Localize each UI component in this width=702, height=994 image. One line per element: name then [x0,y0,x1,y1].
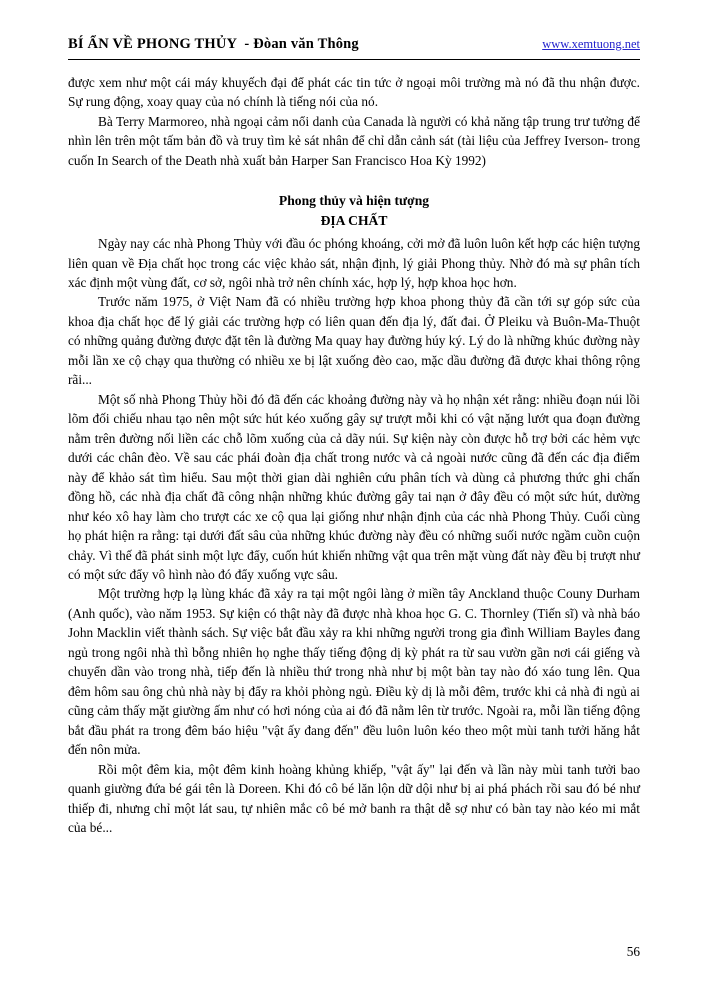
page-content [68,73,640,838]
section-spacer [68,170,640,191]
paragraph-truoc-nam-1975: Trước năm 1975, ở Việt Nam đã có nhiều trường hợp khoa phong thủy đã cần tới sự góp sức của khoa địa chất học để lý giải các trường hợp có liên quan đến địa lý, đất đai. Ở Pleiku và Buôn-Ma-Thuột có những quảng đường được đặt tên là đường Ma quay hay đường húy ký. Lý do là những khúc đường này mỗi lần xe cộ chạy qua thường có nhiều xe bị lật xuống đèo cao, mặc dầu đường đã được khai thông rộng rãi... [68,294,640,388]
book-title: BÍ ẨN VỀ PHONG THỦY - Đòan văn Thông [68,36,359,52]
page-header [68,36,640,60]
paragraph-continuation: được xem như một cái máy khuyếch đại để phát các tin tức ở ngoại môi trường mà nó đã thu nhận được. Sự rung động, xoay quay của nó chính là tiếng nói của nó. [68,75,640,110]
paragraph-mot-so-nha-phong-thuy: Một số nhà Phong Thủy hồi đó đã đến các khoảng đường này và họ nhận xét rằng: nhiều đoạn núi lồi lõm đối chiếu nhau tạo nên một sức hút kéo xuống gây sự trượt mỗi khi có vật nặng lướt qua đoạn đường nằm trên đường nối liền các chỗ lõm xuống của cả dãy núi. Sự kiện này còn được hỗ trợ bởi các hẻm vực dưới các chân đèo. Về sau các phái đoàn địa chất trong nước và cả ngoài nước cũng đã đến các địa điểm này để khảo sát tìm hiểu. Sau một thời gian dài nghiên cứu phân tích và dùng cả phương thức ghi chấn đồng hồ, các nhà địa chất đã công nhận những khúc đường gây tai nạn ở đây đều có một sức hút, dường như kéo xô hay làm cho trượt các xe cộ qua lại giống như nhận định của các nhà Phong Thủy. Cuối cùng họ phát hiện ra rằng: tại dưới đất sâu của những khúc đường này đều có những suối nước ngầm cuồn cuộn chảy. Vì thế đã phát sinh một lực đẩy, cuốn hút khiến những vật qua trên mặt vùng đất này đều bị trượt như có một sức đẩy vô hình nào đó đẩy xuống vực sâu. [68,391,640,582]
paragraph-ngay-nay: Ngày nay các nhà Phong Thủy với đầu óc phóng khoáng, cởi mở đã luôn luôn kết hợp các hiện tượng liên quan về Địa chất học trong các việc khảo sát, nhận định, lý giải Phong thủy. Nhờ đó mà sự phân tích xác định một vùng đất, cơ sở, ngôi nhà trở nên chính xác, hợp lý, hợp khoa học hơn. [68,236,640,290]
section-title-line1: Phong thủy và hiện tượng [278,193,430,209]
paragraph-roi-mot-dem-kia: Rồi một đêm kia, một đêm kinh hoàng khủng khiếp, "vật ấy" lại đến và lần này mùi tanh tưởi bao quanh giường đứa bé gái tên là Doreen. Khi đó cô bé lăn lộn dữ dội như bị ai phá phách rồi sau đó bé như thiếp đi, nhưng chỉ một lát sau, tự nhiên mắc cô bé mở banh ra thật dễ sợ như có bàn tay nào kéo mi mắt của bé... [68,761,640,836]
website-link[interactable]: www.xemtuong.net [542,37,640,51]
page-number: 56 [626,944,640,959]
paragraph-terry-marmoreo: Bà Terry Marmoreo, nhà ngoại cảm nổi danh của Canada là người có khả năng tập trung trư tưởng để nhìn lên trên một tấm bản đồ và truy tìm kẻ sát nhân để chỉ dẫn cảnh sát (tài liệu của Jeffrey Iverson- trong cuốn In Search of the Death nhà xuất bản Harper San Francisco Hoa Kỳ 1992) [68,113,640,168]
section-title-line2: ĐỊA CHẤT [320,213,388,229]
paragraph-truong-hop-la-lung: Một trường hợp lạ lùng khác đã xảy ra tại một ngôi làng ở miền tây Anckland thuộc Couny Durham (Anh quốc), vào năm 1953. Sự kiện có thật này đã được nhà khoa học G. C. Thornley (Tiến sĩ) và nhà báo John Macklin viết thành sách. Sự việc bắt đầu xảy ra khi những người trong gia đình William Bayles đang ngủ trong ngôi nhà thì bỗng nhiên họ nghe thấy tiếng động dị kỳ phát ra từ sau vườn gần nơi cái giếng và chuyển dần vào trong nhà, tiếp đến là nhiều thứ trong nhà như bị một bàn tay nào đó xáo tung lên. Qua đêm hôm sau ông chủ nhà này bị đẩy ra khỏi phòng ngủ. Điều kỳ dị là mỗi đêm, trước khi cả nhà đi ngủ ai cũng cảm thấy mặt giường ấm như có hơi nóng của ai đó đã nằm lên từ trước. Ngoài ra, mỗi lần tiếng động bắt đầu phát ra trong đêm báo hiệu "vật ấy đang đến" đều luôn luôn kéo theo một mùi tanh tưởi hăng hắt đến nôn mửa. [68,586,640,758]
